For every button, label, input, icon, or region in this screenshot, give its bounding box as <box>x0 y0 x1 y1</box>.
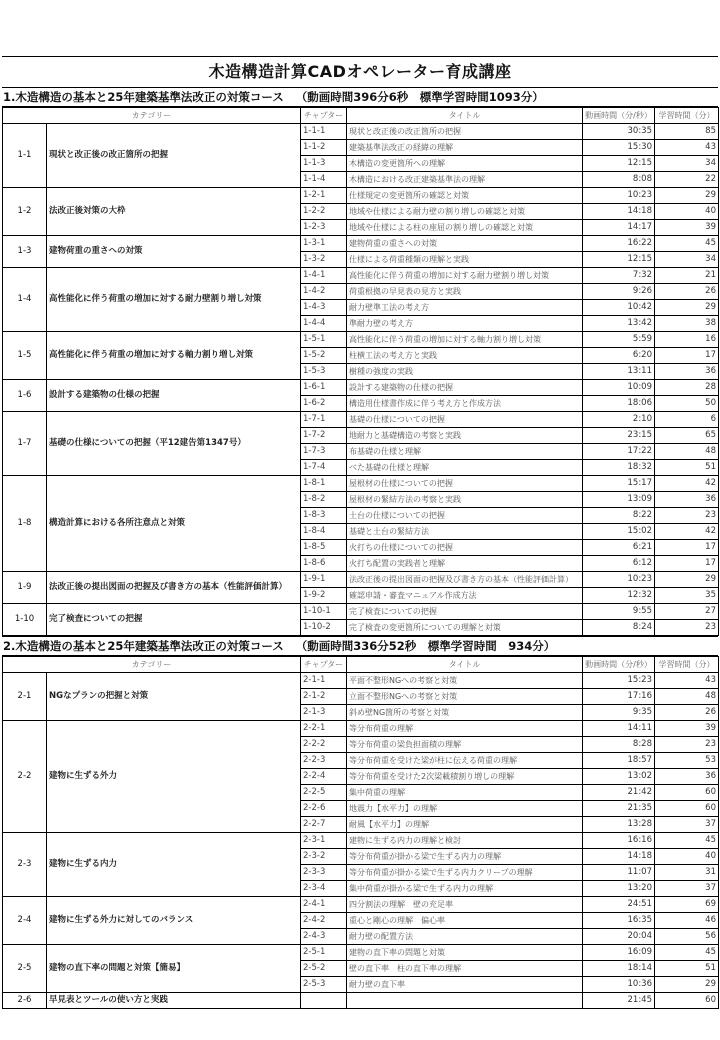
video-time: 13:28 <box>583 817 655 833</box>
chapter-title: 準耐力壁の考え方 <box>347 316 583 332</box>
study-minutes: 48 <box>655 444 719 460</box>
section-info: （動画時間336分52秒 標準学習時間 934分） <box>295 639 556 653</box>
chapter-number: 1-5-1 <box>301 332 347 348</box>
chapter-title: 耐力壁の直下率 <box>347 977 583 993</box>
video-time: 10:23 <box>583 188 655 204</box>
video-time: 17:22 <box>583 444 655 460</box>
chapter-title: 集中荷重が掛かる梁で生ずる内力の理解 <box>347 881 583 897</box>
study-minutes: 28 <box>655 380 719 396</box>
header-title: タイトル <box>347 108 583 124</box>
chapter-title: 完了検査についての把握 <box>347 604 583 620</box>
chapter-title: 法改正後の提出図面の把握及び書き方の基本（性能評価計算） <box>347 572 583 588</box>
table-header-row <box>3 657 719 673</box>
category-number: 1-6 <box>3 380 47 412</box>
chapter-number: 2-4-3 <box>301 929 347 945</box>
video-time: 6:20 <box>583 348 655 364</box>
video-time: 6:12 <box>583 556 655 572</box>
study-minutes: 45 <box>655 833 719 849</box>
chapter-title: 建築基準法改正の経緯の理解 <box>347 140 583 156</box>
category-number: 2-6 <box>3 993 47 1009</box>
category-number: 1-2 <box>3 188 47 236</box>
header-category: カテゴリー <box>3 108 301 124</box>
study-minutes: 31 <box>655 865 719 881</box>
section-title: 1.木造構造の基本と25年建築基準法改正の対策コース <box>3 90 284 104</box>
video-time: 10:09 <box>583 380 655 396</box>
chapter-title: 布基礎の仕様と理解 <box>347 444 583 460</box>
video-time: 21:35 <box>583 801 655 817</box>
study-minutes: 56 <box>655 929 719 945</box>
study-minutes: 60 <box>655 801 719 817</box>
study-minutes: 43 <box>655 140 719 156</box>
chapter-title: 壁の直下率 柱の直下率の理解 <box>347 961 583 977</box>
video-time: 6:21 <box>583 540 655 556</box>
study-minutes: 50 <box>655 396 719 412</box>
category-name: 建物に生ずる外力に対してのバランス <box>47 897 301 945</box>
chapter-title: 等分布荷重の理解 <box>347 721 583 737</box>
video-time: 8:28 <box>583 737 655 753</box>
chapter-number: 1-2-3 <box>301 220 347 236</box>
video-time: 5:59 <box>583 332 655 348</box>
table-row <box>3 604 719 620</box>
video-time: 18:06 <box>583 396 655 412</box>
course-table <box>2 656 719 1009</box>
chapter-title: 地震力【水平力】の理解 <box>347 801 583 817</box>
study-minutes: 23 <box>655 620 719 636</box>
chapter-number: 1-4-4 <box>301 316 347 332</box>
table-row <box>3 476 719 492</box>
chapter-number: 2-2-6 <box>301 801 347 817</box>
chapter-title: 樹種の強度の実践 <box>347 364 583 380</box>
study-minutes: 40 <box>655 204 719 220</box>
study-minutes: 40 <box>655 849 719 865</box>
video-time: 10:23 <box>583 572 655 588</box>
chapter-number: 1-9-1 <box>301 572 347 588</box>
video-time: 15:17 <box>583 476 655 492</box>
table-row <box>3 380 719 396</box>
video-time: 10:42 <box>583 300 655 316</box>
category-number: 2-3 <box>3 833 47 897</box>
study-minutes: 69 <box>655 897 719 913</box>
study-minutes: 26 <box>655 284 719 300</box>
table-row <box>3 188 719 204</box>
chapter-title: べた基礎の仕様と理解 <box>347 460 583 476</box>
study-minutes: 34 <box>655 252 719 268</box>
chapter-number: 1-7-2 <box>301 428 347 444</box>
chapter-title: 火打ちの仕様についての把握 <box>347 540 583 556</box>
chapter-number: 1-3-2 <box>301 252 347 268</box>
chapter-number: 2-3-3 <box>301 865 347 881</box>
chapter-title: 立面不整形NGへの考察と対策 <box>347 689 583 705</box>
chapter-title: 基礎と土台の緊結方法 <box>347 524 583 540</box>
chapter-title: 斜め壁NG箇所の考察と対策 <box>347 705 583 721</box>
chapter-number: 2-2-7 <box>301 817 347 833</box>
study-minutes: 27 <box>655 604 719 620</box>
chapter-title: 土台の仕様についての把握 <box>347 508 583 524</box>
chapter-title: 等分布荷重の梁負担面積の理解 <box>347 737 583 753</box>
chapter-title: 四分割法の理解 壁の充足率 <box>347 897 583 913</box>
category-name: 建物の直下率の問題と対策【簡易】 <box>47 945 301 993</box>
category-name: 建物荷重の重さへの対策 <box>47 236 301 268</box>
study-minutes: 48 <box>655 689 719 705</box>
chapter-number: 2-2-3 <box>301 753 347 769</box>
video-time: 15:02 <box>583 524 655 540</box>
chapter-number: 1-5-3 <box>301 364 347 380</box>
video-time: 14:18 <box>583 204 655 220</box>
chapter-number: 2-1-1 <box>301 673 347 689</box>
category-name: 法改正後の提出図面の把握及び書き方の基本（性能評価計算） <box>47 572 301 604</box>
chapter-number: 2-4-1 <box>301 897 347 913</box>
study-minutes: 45 <box>655 236 719 252</box>
category-name: NGなプランの把握と対策 <box>47 673 301 721</box>
chapter-number: 1-8-3 <box>301 508 347 524</box>
table-row <box>3 993 719 1009</box>
chapter-title: 高性能化に伴う荷重の増加に対する耐力壁割り増し対策 <box>347 268 583 284</box>
category-number: 1-1 <box>3 124 47 188</box>
category-name: 建物に生ずる外力 <box>47 721 301 833</box>
category-number: 1-4 <box>3 268 47 332</box>
section-heading <box>2 87 718 107</box>
chapter-number: 1-8-1 <box>301 476 347 492</box>
study-minutes: 17 <box>655 556 719 572</box>
table-row <box>3 412 719 428</box>
study-minutes: 46 <box>655 913 719 929</box>
header-chapter: チャプター <box>301 108 347 124</box>
chapter-number: 2-1-3 <box>301 705 347 721</box>
chapter-number: 2-5-2 <box>301 961 347 977</box>
video-time: 8:08 <box>583 172 655 188</box>
chapter-number: 2-3-2 <box>301 849 347 865</box>
table-row <box>3 833 719 849</box>
chapter-number: 1-7-1 <box>301 412 347 428</box>
chapter-title <box>347 993 583 1009</box>
chapter-title: 等分布荷重が掛かる梁で生ずる内力クリープの理解 <box>347 865 583 881</box>
video-time: 7:32 <box>583 268 655 284</box>
chapter-title: 基礎の仕様についての把握 <box>347 412 583 428</box>
table-row <box>3 572 719 588</box>
header-video-time: 動画時間（分/秒） <box>583 657 655 673</box>
video-time: 8:24 <box>583 620 655 636</box>
chapter-title: 地耐力と基礎構造の考察と実践 <box>347 428 583 444</box>
chapter-title: 重心と剛心の理解 偏心率 <box>347 913 583 929</box>
video-time: 14:11 <box>583 721 655 737</box>
study-minutes: 51 <box>655 460 719 476</box>
chapter-number: 1-3-1 <box>301 236 347 252</box>
video-time: 20:04 <box>583 929 655 945</box>
video-time: 18:57 <box>583 753 655 769</box>
study-minutes: 60 <box>655 993 719 1009</box>
study-minutes: 29 <box>655 300 719 316</box>
chapter-number: 1-6-2 <box>301 396 347 412</box>
video-time: 9:26 <box>583 284 655 300</box>
chapter-title: 木構造の変更箇所への理解 <box>347 156 583 172</box>
study-minutes: 35 <box>655 588 719 604</box>
chapter-title: 高性能化に伴う荷重の増加に対する軸力割り増し対策 <box>347 332 583 348</box>
chapter-title: 耐力壁の配置方法 <box>347 929 583 945</box>
category-name: 設計する建築物の仕様の把握 <box>47 380 301 412</box>
video-time: 2:10 <box>583 412 655 428</box>
chapter-number: 1-7-4 <box>301 460 347 476</box>
course-document <box>2 56 718 1009</box>
study-minutes: 36 <box>655 769 719 785</box>
video-time: 12:15 <box>583 252 655 268</box>
category-name: 完了検査についての把握 <box>47 604 301 636</box>
video-time: 18:14 <box>583 961 655 977</box>
chapter-title: 集中荷重の理解 <box>347 785 583 801</box>
chapter-title: 地域や仕様による柱の座屈の割り増しの確認と対策 <box>347 220 583 236</box>
category-name: 現状と改正後の改正箇所の把握 <box>47 124 301 188</box>
study-minutes: 29 <box>655 572 719 588</box>
chapter-number: 2-2-1 <box>301 721 347 737</box>
chapter-number: 2-2-2 <box>301 737 347 753</box>
section-info: （動画時間396分6秒 標準学習時間1093分） <box>295 90 544 104</box>
table-row <box>3 673 719 689</box>
video-time: 16:16 <box>583 833 655 849</box>
video-time: 16:09 <box>583 945 655 961</box>
video-time: 13:02 <box>583 769 655 785</box>
chapter-number: 1-1-3 <box>301 156 347 172</box>
header-study-time: 学習時間（分） <box>655 108 719 124</box>
video-time: 13:20 <box>583 881 655 897</box>
chapter-number: 2-5-1 <box>301 945 347 961</box>
chapter-title: 等分布荷重が掛かる梁で生ずる内力の理解 <box>347 849 583 865</box>
video-time: 18:32 <box>583 460 655 476</box>
section-heading <box>2 636 718 656</box>
chapter-title: 等分布荷重を受けた2次梁載積割り増しの理解 <box>347 769 583 785</box>
study-minutes: 36 <box>655 492 719 508</box>
video-time: 15:30 <box>583 140 655 156</box>
video-time: 23:15 <box>583 428 655 444</box>
study-minutes: 36 <box>655 364 719 380</box>
category-number: 2-4 <box>3 897 47 945</box>
video-time: 30:35 <box>583 124 655 140</box>
video-time: 16:35 <box>583 913 655 929</box>
section-title: 2.木造構造の基本と25年建築基準法改正の対策コース <box>3 639 284 653</box>
chapter-number: 2-5-3 <box>301 977 347 993</box>
chapter-title: 火打ち配置の実践者と理解 <box>347 556 583 572</box>
study-minutes: 26 <box>655 705 719 721</box>
video-time: 11:07 <box>583 865 655 881</box>
header-category: カテゴリー <box>3 657 301 673</box>
chapter-title: 柱横工法の考え方と実践 <box>347 348 583 364</box>
category-number: 2-1 <box>3 673 47 721</box>
chapter-number: 1-6-1 <box>301 380 347 396</box>
study-minutes: 45 <box>655 945 719 961</box>
sections-container <box>2 87 718 1009</box>
category-number: 1-5 <box>3 332 47 380</box>
video-time: 21:42 <box>583 785 655 801</box>
chapter-number: 1-9-2 <box>301 588 347 604</box>
table-row <box>3 721 719 737</box>
chapter-title: 仕様規定の変更箇所の確認と対策 <box>347 188 583 204</box>
chapter-number: 2-1-2 <box>301 689 347 705</box>
chapter-title: 平面不整形NGへの考察と対策 <box>347 673 583 689</box>
chapter-number: 1-8-4 <box>301 524 347 540</box>
table-row <box>3 236 719 252</box>
study-minutes: 60 <box>655 785 719 801</box>
chapter-title: 建物の直下率の問題と対策 <box>347 945 583 961</box>
chapter-title: 仕様による荷重種類の理解と実践 <box>347 252 583 268</box>
study-minutes: 85 <box>655 124 719 140</box>
table-row <box>3 124 719 140</box>
chapter-number: 2-4-2 <box>301 913 347 929</box>
study-minutes: 6 <box>655 412 719 428</box>
video-time: 9:35 <box>583 705 655 721</box>
study-minutes: 37 <box>655 881 719 897</box>
category-number: 1-10 <box>3 604 47 636</box>
category-number: 1-9 <box>3 572 47 604</box>
study-minutes: 39 <box>655 721 719 737</box>
study-minutes: 65 <box>655 428 719 444</box>
chapter-title: 確認申請・審査マニュアル作成方法 <box>347 588 583 604</box>
video-time: 13:11 <box>583 364 655 380</box>
table-row <box>3 332 719 348</box>
study-minutes: 23 <box>655 508 719 524</box>
video-time: 24:51 <box>583 897 655 913</box>
study-minutes: 22 <box>655 172 719 188</box>
header-chapter: チャプター <box>301 657 347 673</box>
chapter-title: 完了検査の変更箇所についての理解と対策 <box>347 620 583 636</box>
study-minutes: 37 <box>655 817 719 833</box>
study-minutes: 17 <box>655 540 719 556</box>
study-minutes: 21 <box>655 268 719 284</box>
chapter-title: 構造用仕様書作成に伴う考え方と作成方法 <box>347 396 583 412</box>
chapter-title: 等分布荷重を受けた梁が柱に伝える荷重の理解 <box>347 753 583 769</box>
header-study-time: 学習時間（分） <box>655 657 719 673</box>
category-name: 法改正後対策の大枠 <box>47 188 301 236</box>
chapter-number: 1-1-4 <box>301 172 347 188</box>
category-number: 1-3 <box>3 236 47 268</box>
chapter-title: 屋根材の仕様についての把握 <box>347 476 583 492</box>
chapter-title: 地域や仕様による耐力壁の割り増しの確認と対策 <box>347 204 583 220</box>
header-title: タイトル <box>347 657 583 673</box>
chapter-number: 1-8-6 <box>301 556 347 572</box>
chapter-title: 耐力壁準工法の考え方 <box>347 300 583 316</box>
video-time: 13:09 <box>583 492 655 508</box>
document-title: 木造構造計算CADオペレーター育成講座 <box>2 56 718 87</box>
chapter-number: 1-4-2 <box>301 284 347 300</box>
study-minutes: 16 <box>655 332 719 348</box>
chapter-number: 1-4-1 <box>301 268 347 284</box>
category-name: 高性能化に伴う荷重の増加に対する軸力割り増し対策 <box>47 332 301 380</box>
category-number: 1-7 <box>3 412 47 476</box>
chapter-number: 2-3-4 <box>301 881 347 897</box>
video-time: 10:36 <box>583 977 655 993</box>
video-time: 15:23 <box>583 673 655 689</box>
study-minutes: 39 <box>655 220 719 236</box>
chapter-number: 1-2-2 <box>301 204 347 220</box>
chapter-number: 1-8-2 <box>301 492 347 508</box>
video-time: 13:42 <box>583 316 655 332</box>
category-name: 建物に生ずる内力 <box>47 833 301 897</box>
chapter-number <box>301 993 347 1009</box>
category-name: 早見表とツールの使い方と実践 <box>47 993 301 1009</box>
study-minutes: 34 <box>655 156 719 172</box>
study-minutes: 43 <box>655 673 719 689</box>
chapter-title: 屋根材の緊結方法の考察と実践 <box>347 492 583 508</box>
table-row <box>3 897 719 913</box>
video-time: 14:18 <box>583 849 655 865</box>
chapter-number: 1-10-1 <box>301 604 347 620</box>
table-row <box>3 945 719 961</box>
study-minutes: 23 <box>655 737 719 753</box>
chapter-number: 1-1-2 <box>301 140 347 156</box>
study-minutes: 42 <box>655 476 719 492</box>
study-minutes: 29 <box>655 188 719 204</box>
chapter-title: 建物に生ずる内力の理解と検討 <box>347 833 583 849</box>
chapter-title: 耐風【水平力】の理解 <box>347 817 583 833</box>
category-name: 構造計算における各所注意点と対策 <box>47 476 301 572</box>
chapter-number: 1-2-1 <box>301 188 347 204</box>
chapter-number: 2-2-5 <box>301 785 347 801</box>
chapter-number: 2-3-1 <box>301 833 347 849</box>
chapter-title: 建物荷重の重さへの対策 <box>347 236 583 252</box>
video-time: 17:16 <box>583 689 655 705</box>
chapter-number: 1-1-1 <box>301 124 347 140</box>
chapter-title: 現状と改正後の改正箇所の把握 <box>347 124 583 140</box>
video-time: 21:45 <box>583 993 655 1009</box>
category-name: 高性能化に伴う荷重の増加に対する耐力壁割り増し対策 <box>47 268 301 332</box>
video-time: 9:55 <box>583 604 655 620</box>
chapter-number: 1-5-2 <box>301 348 347 364</box>
chapter-number: 1-7-3 <box>301 444 347 460</box>
video-time: 8:22 <box>583 508 655 524</box>
header-video-time: 動画時間（分/秒） <box>583 108 655 124</box>
category-number: 2-5 <box>3 945 47 993</box>
chapter-number: 1-10-2 <box>301 620 347 636</box>
chapter-number: 1-8-5 <box>301 540 347 556</box>
video-time: 12:32 <box>583 588 655 604</box>
study-minutes: 29 <box>655 977 719 993</box>
category-number: 1-8 <box>3 476 47 572</box>
study-minutes: 38 <box>655 316 719 332</box>
study-minutes: 53 <box>655 753 719 769</box>
course-table <box>2 107 719 636</box>
study-minutes: 51 <box>655 961 719 977</box>
study-minutes: 17 <box>655 348 719 364</box>
chapter-number: 1-4-3 <box>301 300 347 316</box>
video-time: 16:22 <box>583 236 655 252</box>
chapter-title: 設計する建築物の仕様の把握 <box>347 380 583 396</box>
video-time: 12:15 <box>583 156 655 172</box>
chapter-title: 荷重根拠の早見表の見方と実践 <box>347 284 583 300</box>
video-time: 14:17 <box>583 220 655 236</box>
category-number: 2-2 <box>3 721 47 833</box>
category-name: 基礎の仕様についての把握（平12建告第1347号） <box>47 412 301 476</box>
chapter-number: 2-2-4 <box>301 769 347 785</box>
table-header-row <box>3 108 719 124</box>
chapter-title: 木構造における改正建築基準法の理解 <box>347 172 583 188</box>
table-row <box>3 268 719 284</box>
study-minutes: 42 <box>655 524 719 540</box>
